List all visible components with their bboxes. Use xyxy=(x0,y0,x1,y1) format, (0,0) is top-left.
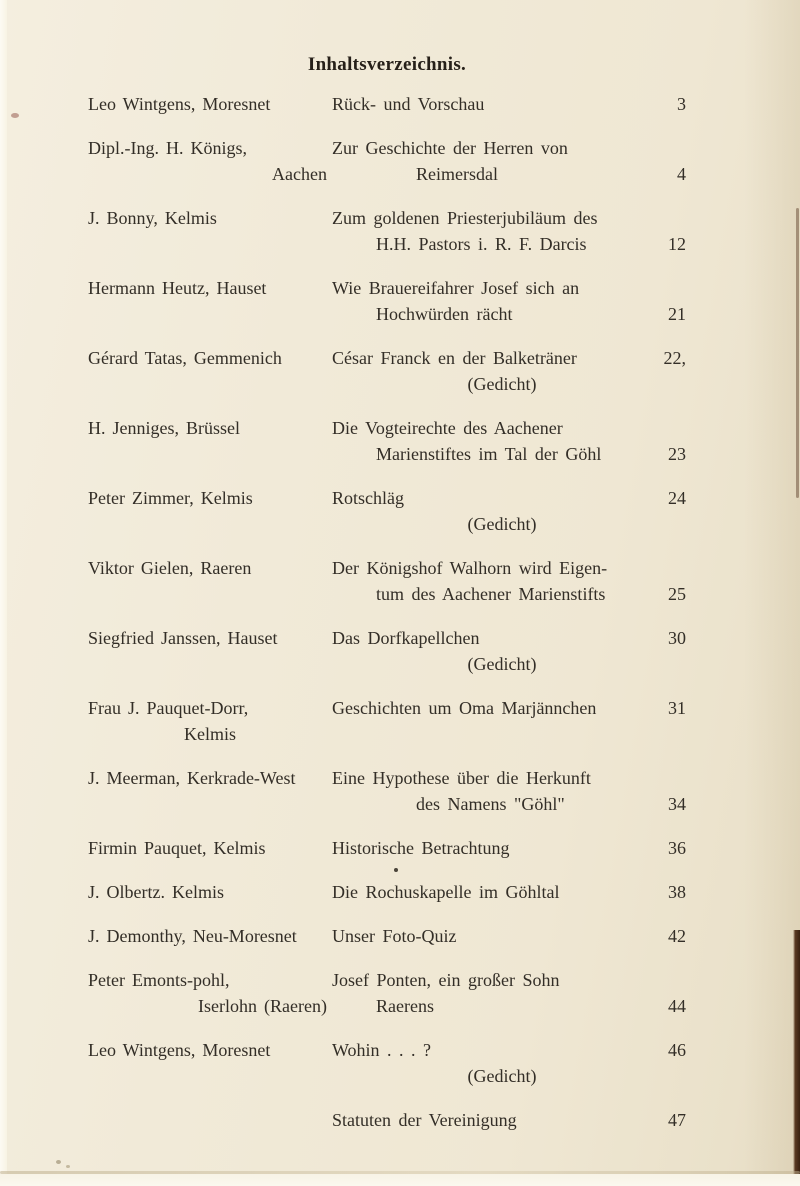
entry-title-line2: des Namens "Göhl" xyxy=(416,794,565,814)
entry-page-number: 36 xyxy=(668,838,686,858)
entry-title-column xyxy=(332,485,646,537)
entry-title: Historische Betrachtung xyxy=(332,838,510,858)
entry-note: (Gedicht) xyxy=(467,654,537,674)
entry-title-column xyxy=(332,923,646,949)
toc-entry xyxy=(88,967,686,1019)
entry-author-line2: Kelmis xyxy=(184,724,236,744)
entry-author: J. Demonthy, Neu-Moresnet xyxy=(88,926,297,946)
entry-author-column xyxy=(88,1037,332,1089)
page-title: Inhaltsverzeichnis. xyxy=(307,54,467,75)
entry-author-column xyxy=(88,91,332,117)
entry-title-column xyxy=(332,695,646,747)
entry-page-number: 21 xyxy=(668,304,686,324)
entry-page-number: 42 xyxy=(668,926,686,946)
entry-page-number: 44 xyxy=(668,996,686,1016)
entry-title-column xyxy=(332,275,646,327)
entry-title: Rück- und Vorschau xyxy=(332,94,485,114)
entry-title: Zur Geschichte der Herren von xyxy=(332,138,568,158)
entry-title-column xyxy=(332,415,646,467)
entry-title: Die Vogteirechte des Aachener xyxy=(332,418,563,438)
entry-title-line2: H.H. Pastors i. R. F. Darcis xyxy=(376,234,587,254)
toc-entry xyxy=(88,275,686,327)
entry-page-number: 23 xyxy=(668,444,686,464)
entry-page-number: 38 xyxy=(668,882,686,902)
entry-title-line2: Marienstiftes im Tal der Göhl xyxy=(376,444,602,464)
entry-title-column xyxy=(332,835,646,861)
toc-entry xyxy=(88,345,686,397)
entry-title-column xyxy=(332,625,646,677)
entry-title: Eine Hypothese über die Herkunft xyxy=(332,768,591,788)
entry-author: Gérard Tatas, Gemmenich xyxy=(88,348,282,368)
entry-author: Hermann Heutz, Hauset xyxy=(88,278,267,298)
entry-note: (Gedicht) xyxy=(467,1066,537,1086)
entry-page-number: 12 xyxy=(668,234,686,254)
entry-author-column xyxy=(88,1107,332,1133)
entry-title-column xyxy=(332,879,646,905)
entry-author-column xyxy=(88,967,332,1019)
scan-right-edge-line-upper xyxy=(796,208,799,498)
entry-author: Siegfried Janssen, Hauset xyxy=(88,628,278,648)
entry-author-column xyxy=(88,555,332,607)
entry-author-column xyxy=(88,695,332,747)
entry-page-number: 34 xyxy=(668,794,686,814)
entry-title-column xyxy=(332,345,646,397)
entry-title: Statuten der Vereinigung xyxy=(332,1110,517,1130)
entry-note: (Gedicht) xyxy=(467,374,537,394)
entry-title: Josef Ponten, ein großer Sohn xyxy=(332,970,560,990)
entry-title-line2: Raerens xyxy=(376,996,434,1016)
toc-entry xyxy=(88,923,686,949)
entry-page-number: 31 xyxy=(668,698,686,718)
toc-entry xyxy=(88,1037,686,1089)
entry-author-column xyxy=(88,275,332,327)
entry-author: J. Bonny, Kelmis xyxy=(88,208,217,228)
toc-entry xyxy=(88,205,686,257)
toc-entry xyxy=(88,1107,686,1133)
entry-author: Dipl.-Ing. H. Königs, xyxy=(88,138,247,158)
toc-list xyxy=(88,91,686,1133)
entry-author-column xyxy=(88,879,332,905)
entry-title-line2: tum des Aachener Marienstifts xyxy=(376,584,606,604)
entry-author-column xyxy=(88,923,332,949)
toc-entry xyxy=(88,835,686,861)
scan-left-edge xyxy=(0,0,7,1186)
entry-author-column xyxy=(88,135,332,187)
scan-right-edge-line-lower xyxy=(793,930,800,1186)
toc-entry xyxy=(88,555,686,607)
scan-speck xyxy=(56,1160,61,1164)
entry-author-column xyxy=(88,485,332,537)
entry-author-column xyxy=(88,835,332,861)
entry-author-column xyxy=(88,625,332,677)
entry-author-line2: Aachen xyxy=(272,164,327,184)
entry-title-column xyxy=(332,765,646,817)
toc-entry xyxy=(88,879,686,905)
entry-title: Unser Foto-Quiz xyxy=(332,926,457,946)
entry-title: Rotschläg xyxy=(332,488,404,508)
entry-title-column xyxy=(332,205,646,257)
entry-page-number: 30 xyxy=(668,628,686,648)
entry-author: Firmin Pauquet, Kelmis xyxy=(88,838,266,858)
entry-title-column xyxy=(332,1107,646,1133)
entry-title-column xyxy=(332,967,646,1019)
entry-author: H. Jenniges, Brüssel xyxy=(88,418,240,438)
scan-speck xyxy=(66,1165,70,1168)
scan-right-shading xyxy=(744,0,800,1186)
entry-title: Geschichten um Oma Marjännchen xyxy=(332,698,597,718)
entry-author-line2: Iserlohn (Raeren) xyxy=(198,996,327,1016)
entry-page-number: 4 xyxy=(677,164,686,184)
entry-author-column xyxy=(88,345,332,397)
entry-title-line2: Hochwürden rächt xyxy=(376,304,513,324)
entry-author: Viktor Gielen, Raeren xyxy=(88,558,252,578)
toc-entry xyxy=(88,765,686,817)
entry-author: Peter Emonts-pohl, xyxy=(88,970,230,990)
entry-title-column xyxy=(332,1037,646,1089)
entry-page-number: 47 xyxy=(668,1110,686,1130)
entry-page-number: 24 xyxy=(668,488,686,508)
toc-entry xyxy=(88,91,686,117)
entry-page-number: 25 xyxy=(668,584,686,604)
entry-title: Die Rochuskapelle im Göhltal xyxy=(332,882,560,902)
entry-author: Leo Wintgens, Moresnet xyxy=(88,94,271,114)
entry-author: J. Olbertz. Kelmis xyxy=(88,882,224,902)
entry-page-number: 46 xyxy=(668,1040,686,1060)
page-content xyxy=(88,52,686,1151)
entry-author-column xyxy=(88,415,332,467)
entry-title: Wie Brauereifahrer Josef sich an xyxy=(332,278,580,298)
entry-title: César Franck en der Balketräner xyxy=(332,348,577,368)
entry-title: Zum goldenen Priesterjubiläum des xyxy=(332,208,598,228)
entry-author-column xyxy=(88,765,332,817)
toc-entry xyxy=(88,485,686,537)
scan-bottom-edge xyxy=(0,1174,800,1186)
entry-title: Wohin . . . ? xyxy=(332,1040,432,1060)
scan-speck xyxy=(11,113,19,118)
entry-title-line2: Reimersdal xyxy=(416,164,498,184)
toc-entry xyxy=(88,625,686,677)
entry-author-column xyxy=(88,205,332,257)
entry-note: (Gedicht) xyxy=(467,514,537,534)
entry-author: J. Meerman, Kerkrade-West xyxy=(88,768,296,788)
entry-author: Peter Zimmer, Kelmis xyxy=(88,488,253,508)
entry-author: Frau J. Pauquet-Dorr, xyxy=(88,698,249,718)
entry-title-column xyxy=(332,555,646,607)
entry-title: Das Dorfkapellchen xyxy=(332,628,480,648)
entry-title: Der Königshof Walhorn wird Eigen- xyxy=(332,558,608,578)
toc-entry xyxy=(88,415,686,467)
entry-title-column xyxy=(332,91,646,117)
toc-entry xyxy=(88,135,686,187)
entry-title-column xyxy=(332,135,646,187)
entry-page-number: 3 xyxy=(677,94,686,114)
entry-page-number: 22, xyxy=(663,348,686,368)
entry-author: Leo Wintgens, Moresnet xyxy=(88,1040,271,1060)
toc-entry xyxy=(88,695,686,747)
